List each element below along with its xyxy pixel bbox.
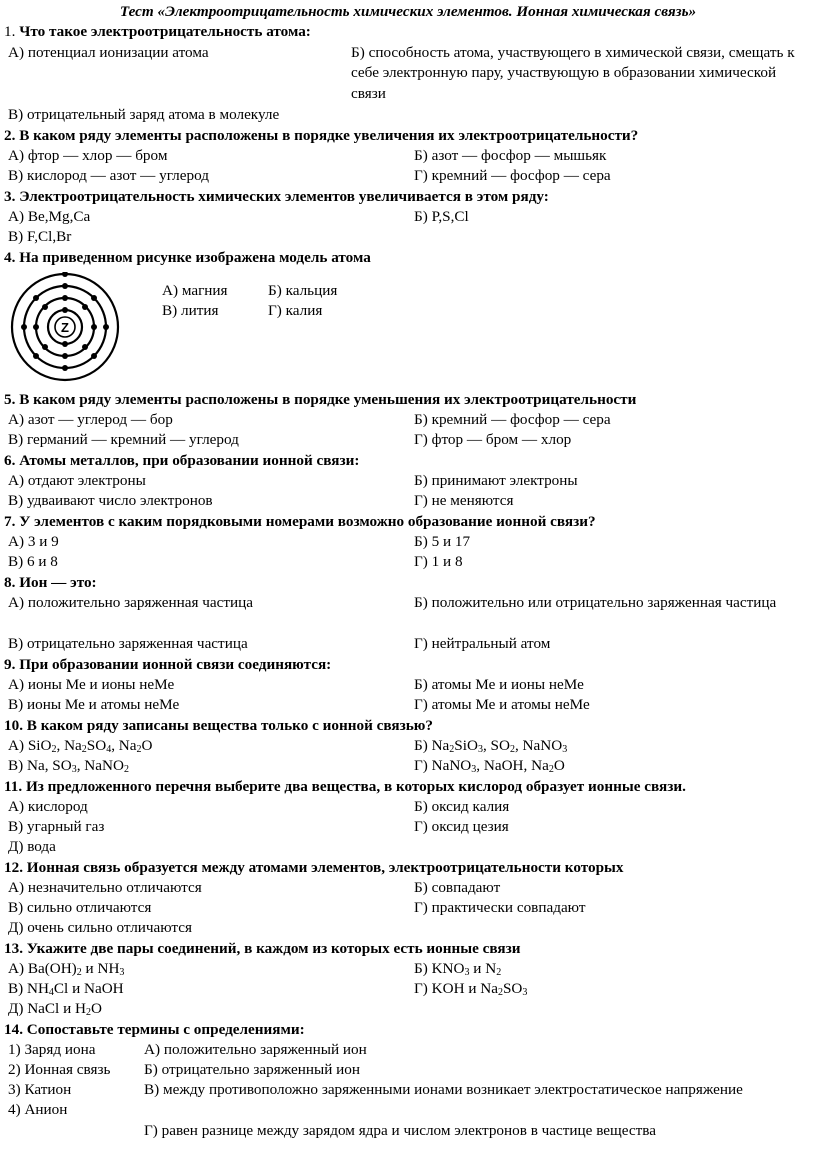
electron: [82, 344, 88, 350]
q8-option-c[interactable]: В) отрицательно заряженная частица: [8, 635, 248, 652]
q7-option-b[interactable]: Б) 5 и 17: [414, 533, 471, 550]
q2-option-d[interactable]: Г) кремний — фосфор — сера: [414, 167, 611, 184]
atom-model-diagram: [10, 272, 120, 382]
electron: [62, 295, 68, 301]
q12-option-e[interactable]: Д) очень сильно отличаются: [8, 919, 192, 936]
electron: [103, 324, 109, 330]
q14-term-2[interactable]: 2) Ионная связь: [8, 1061, 111, 1078]
electron: [33, 353, 39, 359]
q7-option-a[interactable]: А) 3 и 9: [8, 533, 59, 550]
question-11: 11. Из предложенного перечня выберите два вещества, в которых кислород образует ионные связи.: [4, 778, 686, 795]
electron: [62, 365, 68, 371]
q9-option-d[interactable]: Г) атомы Ме и атомы неМе: [414, 696, 590, 713]
electron: [62, 341, 68, 347]
q14-term-1[interactable]: 1) Заряд иона: [8, 1041, 96, 1058]
q3-option-a[interactable]: А) Be,Mg,Ca: [8, 208, 91, 225]
q3-option-b[interactable]: Б) P,S,Cl: [414, 208, 469, 225]
q14-def-a[interactable]: А) положительно заряженный ион: [144, 1041, 367, 1058]
q3-option-c[interactable]: В) F,Cl,Br: [8, 228, 72, 245]
q7-option-c[interactable]: В) 6 и 8: [8, 553, 58, 570]
electron: [21, 324, 27, 330]
q13-option-b[interactable]: Б) $KNO_3$ и $N_2$: [414, 960, 502, 978]
q12-option-d[interactable]: Г) практически совпадают: [414, 899, 586, 916]
question-12: 12. Ионная связь образуется между атомами элементов, электроотрицательности которых: [4, 859, 624, 876]
q11-option-b[interactable]: Б) оксид калия: [414, 798, 510, 815]
q14-def-d[interactable]: Г) равен разнице между зарядом ядра и числом электронов в частице вещества: [144, 1122, 656, 1139]
q6-option-d[interactable]: Г) не меняются: [414, 492, 514, 509]
electron: [33, 295, 39, 301]
electron: [62, 272, 68, 277]
q13-option-d[interactable]: Г) KOH и $Na_2SO_3$: [414, 980, 528, 998]
q13-option-e[interactable]: Д) NaCl и $H_2O$: [8, 1000, 102, 1018]
q14-def-b[interactable]: Б) отрицательно заряженный ион: [144, 1061, 360, 1078]
q9-option-a[interactable]: А) ионы Ме и ионы неМе: [8, 676, 175, 693]
q6-option-c[interactable]: В) удваивают число электронов: [8, 492, 213, 509]
question-7: 7. У элементов с каким порядковыми номерами возможно образование ионной связи?: [4, 513, 596, 530]
q1-option-c[interactable]: В) отрицательный заряд атома в молекуле: [8, 106, 280, 123]
q4-option-b[interactable]: Б) кальция: [268, 282, 338, 299]
q13-option-a[interactable]: А) $Ba(OH)_2$ и $NH_3$: [8, 960, 125, 978]
question-1: [4, 22, 804, 42]
q8-option-d[interactable]: Г) нейтральный атом: [414, 635, 551, 652]
q2-option-a[interactable]: А) фтор — хлор — бром: [8, 147, 168, 164]
q9-option-c[interactable]: В) ионы Ме и атомы неМе: [8, 696, 180, 713]
question-6: 6. Атомы металлов, при образовании ионной связи:: [4, 452, 360, 469]
q7-option-d[interactable]: Г) 1 и 8: [414, 553, 463, 570]
electron: [91, 295, 97, 301]
q1-option-a[interactable]: А) потенциал ионизации атома: [8, 44, 209, 61]
electron: [62, 353, 68, 359]
q8-option-a[interactable]: А) положительно заряженная частица: [8, 594, 254, 611]
q2-option-c[interactable]: В) кислород — азот — углерод: [8, 167, 209, 184]
q11-option-e[interactable]: Д) вода: [8, 838, 56, 855]
electron: [62, 307, 68, 313]
q10-option-c[interactable]: В) Na, $SO_3$, NaNO$_2$: [8, 757, 129, 775]
q10-option-b[interactable]: Б) $Na_2SiO_3$, $SO_2$, NaNO$_3$: [414, 737, 568, 755]
q2-option-b[interactable]: Б) азот — фосфор — мышьяк: [414, 147, 607, 164]
question-4: 4. На приведенном рисунке изображена модель атома: [4, 249, 371, 266]
electron: [42, 344, 48, 350]
q5-option-b[interactable]: Б) кремний — фосфор — сера: [414, 411, 611, 428]
q12-option-b[interactable]: Б) совпадают: [414, 879, 501, 896]
q11-option-d[interactable]: Г) оксид цезия: [414, 818, 509, 835]
q5-option-a[interactable]: А) азот — углерод — бор: [8, 411, 173, 428]
q4-option-d[interactable]: Г) калия: [268, 302, 323, 319]
q6-option-b[interactable]: Б) принимают электроны: [414, 472, 578, 489]
q12-option-a[interactable]: А) незначительно отличаются: [8, 879, 202, 896]
q13-option-c[interactable]: В) $NH_4Cl$ и NaOH: [8, 980, 124, 998]
electron: [91, 324, 97, 330]
q9-option-b[interactable]: Б) атомы Ме и ионы неМе: [414, 676, 584, 693]
page-title: Тест «Электроотрицательность химических элементов. Ионная химическая связь»: [119, 3, 697, 20]
q6-option-a[interactable]: А) отдают электроны: [8, 472, 146, 489]
nucleus-label: Z: [61, 320, 69, 335]
q5-option-c[interactable]: В) германий — кремний — углерод: [8, 431, 239, 448]
question-13: 13. Укажите две пары соединений, в каждом из которых есть ионные связи: [4, 940, 521, 957]
electron: [33, 324, 39, 330]
electron: [82, 304, 88, 310]
electron: [91, 353, 97, 359]
q4-option-a[interactable]: А) магния: [162, 282, 228, 299]
question-9: 9. При образовании ионной связи соединяются:: [4, 656, 332, 673]
q12-option-c[interactable]: В) сильно отличаются: [8, 899, 152, 916]
q4-option-c[interactable]: В) лития: [162, 302, 219, 319]
q8-option-b[interactable]: Б) положительно или отрицательно заряженная частица: [414, 594, 777, 611]
question-1-number: 1.: [4, 23, 16, 40]
question-2: 2. В каком ряду элементы расположены в порядке увеличения их электроотрицательности?: [4, 127, 639, 144]
q14-term-4[interactable]: 4) Анион: [8, 1101, 68, 1118]
q11-option-a[interactable]: А) кислород: [8, 798, 88, 815]
q5-option-d[interactable]: Г) фтор — бром — хлор: [414, 431, 572, 448]
q10-option-d[interactable]: Г) NaNO$_3$, NaOH, $Na_2O$: [414, 757, 565, 775]
electron: [42, 304, 48, 310]
question-8: 8. Ион — это:: [4, 574, 97, 591]
q10-option-a[interactable]: А) SiO$_2$, $Na_2SO_4$, $Na_2O$: [8, 737, 153, 755]
question-3: 3. Электроотрицательность химических элементов увеличивается в этом ряду:: [4, 188, 549, 205]
q11-option-c[interactable]: В) угарный газ: [8, 818, 105, 835]
q14-term-3[interactable]: 3) Катион: [8, 1081, 72, 1098]
q1-option-b[interactable]: Б) способность атома, участвующего в химической связи, смещать к себе электронную пару, участвующую в образовании химической связи: [351, 44, 795, 102]
electron: [62, 283, 68, 289]
q14-def-c[interactable]: В) между противоположно заряженными ионами возникает электростатическое напряжение: [144, 1081, 743, 1098]
question-5: 5. В каком ряду элементы расположены в порядке уменьшения их электроотрицательности: [4, 391, 637, 408]
question-1-text: Что такое электроотрицательность атома:: [19, 23, 311, 40]
question-10: 10. В каком ряду записаны вещества только с ионной связью?: [4, 717, 433, 734]
question-14: 14. Сопоставьте термины с определениями:: [4, 1021, 305, 1038]
